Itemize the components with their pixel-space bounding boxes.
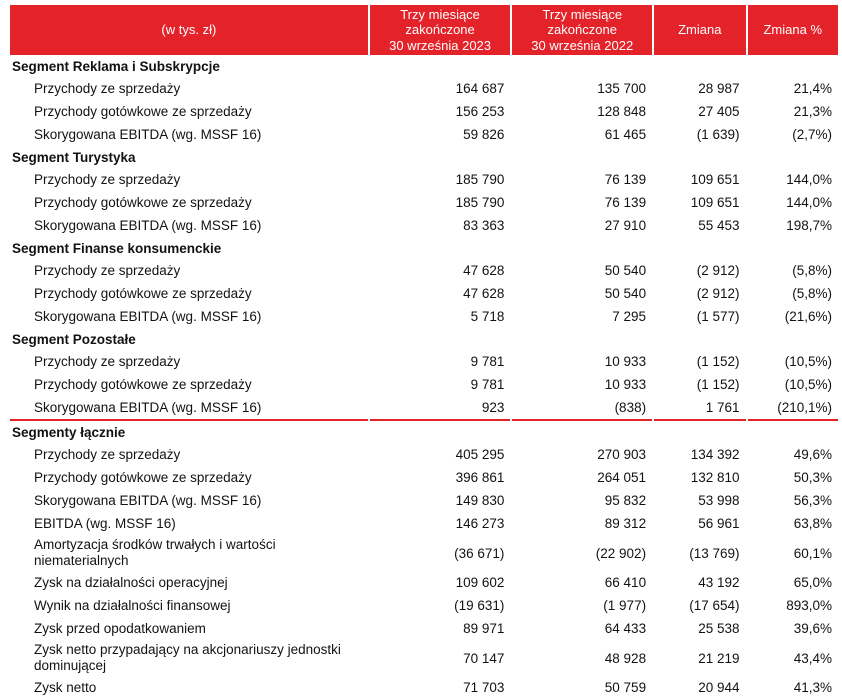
section-title: Segmenty łącznie	[12, 424, 126, 440]
section-row	[10, 146, 838, 168]
value-2022: (838)	[512, 396, 652, 421]
value-2022: 95 832	[604, 493, 647, 508]
value-change: (1 152)	[696, 354, 740, 369]
value-change-pct: (2,7%)	[792, 127, 832, 142]
value-change-pct: 144,0%	[786, 172, 832, 187]
value-change-pct: 144,0%	[786, 195, 832, 210]
value-2023: 71 703	[463, 680, 505, 695]
data-row	[10, 466, 838, 489]
data-row	[10, 191, 838, 214]
value-2023: 83 363	[463, 218, 505, 233]
unit-label: (w tys. zł)	[161, 22, 217, 38]
data-row	[10, 512, 838, 535]
row-label: Zysk netto	[34, 679, 97, 695]
data-row	[10, 443, 838, 466]
value-2022: (1 977)	[603, 598, 647, 613]
value-change-pct: 63,8%	[793, 516, 832, 531]
value-change: 55 453	[698, 218, 740, 233]
value-change: (13 769)	[689, 545, 740, 561]
data-row	[10, 77, 838, 100]
value-change: (17 654)	[689, 598, 740, 613]
section-row	[10, 237, 838, 259]
value-change-pct: (5,8%)	[792, 286, 832, 301]
data-row	[10, 640, 838, 676]
value-change-pct: 893,0%	[786, 598, 832, 613]
col-header-change-pct: Zmiana %	[748, 5, 838, 55]
col-header-period-2022: Trzy miesiące zakończone 30 września 2022	[512, 5, 652, 55]
value-2022: 76 139	[604, 172, 647, 187]
data-row	[10, 100, 838, 123]
value-change: 56 961	[698, 516, 740, 531]
section-row	[10, 328, 838, 350]
section-row	[10, 421, 838, 443]
value-2022: 66 410	[604, 575, 647, 590]
value-2023: 405 295	[455, 447, 505, 462]
data-row	[10, 350, 838, 373]
value-2022: 10 933	[604, 354, 647, 369]
data-row	[10, 676, 838, 699]
value-2022: 89 312	[604, 516, 647, 531]
value-change-pct: 56,3%	[793, 493, 832, 508]
value-2022: 50 540	[604, 263, 647, 278]
col-header-unit	[10, 5, 368, 55]
value-change-pct: 198,7%	[786, 218, 832, 233]
value-2022: 264 051	[597, 470, 647, 485]
data-row	[10, 214, 838, 237]
value-change-pct: 65,0%	[793, 575, 832, 590]
col-header-change: Zmiana	[654, 5, 745, 55]
value-change-pct: 39,6%	[793, 621, 832, 636]
value-change: (2 912)	[696, 286, 740, 301]
value-2023: 70 147	[463, 650, 505, 666]
value-2023: 156 253	[455, 104, 505, 119]
row-label: Amortyzacja środków trwałych i wartości niematerialnych	[34, 537, 276, 568]
value-2023: 164 687	[455, 81, 505, 96]
value-2023: (36 671)	[454, 545, 505, 561]
value-2023: 146 273	[455, 516, 505, 531]
data-row	[10, 571, 838, 594]
section-title: Segment Finanse konsumenckie	[12, 240, 222, 256]
value-2023: 9 781	[470, 377, 505, 392]
value-change-pct: (10,5%)	[784, 354, 832, 369]
table-header	[10, 5, 838, 55]
data-row	[10, 123, 838, 146]
data-row	[10, 594, 838, 617]
value-2023: 47 628	[463, 286, 505, 301]
value-2023: 185 790	[455, 172, 505, 187]
data-row	[10, 373, 838, 396]
value-2022: 10 933	[604, 377, 647, 392]
value-2023: 185 790	[455, 195, 505, 210]
value-2022: 50 540	[604, 286, 647, 301]
data-row	[10, 259, 838, 282]
value-2022: 135 700	[597, 81, 647, 96]
row-label: Przychody ze sprzedaży	[34, 446, 181, 462]
row-label: Przychody gotówkowe ze sprzedaży	[34, 469, 252, 485]
value-change: 134 392	[690, 447, 740, 462]
row-label: Skorygowana EBITDA (wg. MSSF 16)	[34, 308, 262, 324]
value-change: 109 651	[690, 195, 740, 210]
value-change: 132 810	[690, 470, 740, 485]
row-label: Wynik na działalności finansowej	[34, 597, 231, 613]
value-change-pct: (10,5%)	[784, 377, 832, 392]
value-2022: 128 848	[597, 104, 647, 119]
value-change: (2 912)	[696, 263, 740, 278]
section-title: Segment Pozostałe	[12, 331, 136, 347]
value-change: 20 944	[698, 680, 740, 695]
value-change-pct: 43,4%	[793, 650, 832, 666]
value-2022: 64 433	[604, 621, 647, 636]
value-2023: 396 861	[455, 470, 505, 485]
value-change-pct: (5,8%)	[792, 263, 832, 278]
value-change: 21 219	[698, 650, 740, 666]
section-row	[10, 55, 838, 77]
data-row	[10, 489, 838, 512]
table-header-row	[10, 5, 838, 55]
section-title: Segment Reklama i Subskrypcje	[12, 58, 220, 74]
value-change-pct: 41,3%	[793, 680, 832, 695]
value-2023: 109 602	[455, 575, 505, 590]
row-label: Przychody gotówkowe ze sprzedaży	[34, 194, 252, 210]
value-2022: 76 139	[604, 195, 647, 210]
row-label: Przychody ze sprzedaży	[34, 171, 181, 187]
value-change: (1 577)	[696, 309, 740, 324]
value-change: 109 651	[690, 172, 740, 187]
row-label: Zysk przed opodatkowaniem	[34, 620, 206, 636]
row-label: Przychody gotówkowe ze sprzedaży	[34, 285, 252, 301]
row-label: Przychody gotówkowe ze sprzedaży	[34, 376, 252, 392]
row-label: Zysk netto przypadający na akcjonariuszy jednostki dominującej	[34, 642, 341, 673]
row-label: Zysk na działalności operacyjnej	[34, 574, 228, 590]
value-change: 27 405	[698, 104, 740, 119]
row-label: Przychody ze sprzedaży	[34, 353, 181, 369]
data-row	[10, 617, 838, 640]
row-label: Przychody gotówkowe ze sprzedaży	[34, 103, 252, 119]
data-row	[10, 168, 838, 191]
data-row	[10, 396, 838, 421]
value-2023: 47 628	[463, 263, 505, 278]
value-change-pct: 21,4%	[793, 81, 832, 96]
value-change: 1 761	[654, 396, 745, 421]
data-row	[10, 282, 838, 305]
value-change-pct: 60,1%	[793, 545, 832, 561]
value-change: 28 987	[698, 81, 740, 96]
data-row	[10, 305, 838, 328]
section-title: Segment Turystyka	[12, 149, 136, 165]
value-change-pct: (21,6%)	[784, 309, 832, 324]
value-2023: (19 631)	[454, 598, 505, 613]
value-change: 25 538	[698, 621, 740, 636]
value-change-pct: 50,3%	[793, 470, 832, 485]
value-change-pct: 21,3%	[793, 104, 832, 119]
value-2022: 7 295	[612, 309, 647, 324]
value-change-pct: 49,6%	[793, 447, 832, 462]
value-2023: 59 826	[463, 127, 505, 142]
value-2023: 89 971	[463, 621, 505, 636]
value-2022: 50 759	[604, 680, 647, 695]
value-2023: 149 830	[455, 493, 505, 508]
value-change: (1 152)	[696, 377, 740, 392]
value-2022: 61 465	[604, 127, 647, 142]
value-change: (1 639)	[696, 127, 740, 142]
value-change: 43 192	[698, 575, 740, 590]
row-label: Skorygowana EBITDA (wg. MSSF 16)	[34, 217, 262, 233]
data-row	[10, 535, 838, 571]
row-label: Przychody ze sprzedaży	[34, 80, 181, 96]
value-2022: 27 910	[604, 218, 647, 233]
value-2022: (22 902)	[595, 545, 647, 561]
value-2023: 5 718	[470, 309, 505, 324]
value-2022: 270 903	[597, 447, 647, 462]
value-2022: 48 928	[604, 650, 647, 666]
row-label: EBITDA (wg. MSSF 16)	[34, 515, 176, 531]
row-label: Przychody ze sprzedaży	[34, 262, 181, 278]
value-change-pct: (210,1%)	[748, 396, 838, 421]
segments-financial-table	[8, 5, 840, 699]
row-label: Skorygowana EBITDA (wg. MSSF 16)	[34, 126, 262, 142]
value-2023: 9 781	[470, 354, 505, 369]
col-header-period-2023: Trzy miesiące zakończone 30 września 2023	[370, 5, 511, 55]
row-label: Skorygowana EBITDA (wg. MSSF 16)	[34, 492, 262, 508]
row-label: Skorygowana EBITDA (wg. MSSF 16)	[10, 396, 368, 421]
value-2023: 923	[370, 396, 511, 421]
value-change: 53 998	[698, 493, 740, 508]
